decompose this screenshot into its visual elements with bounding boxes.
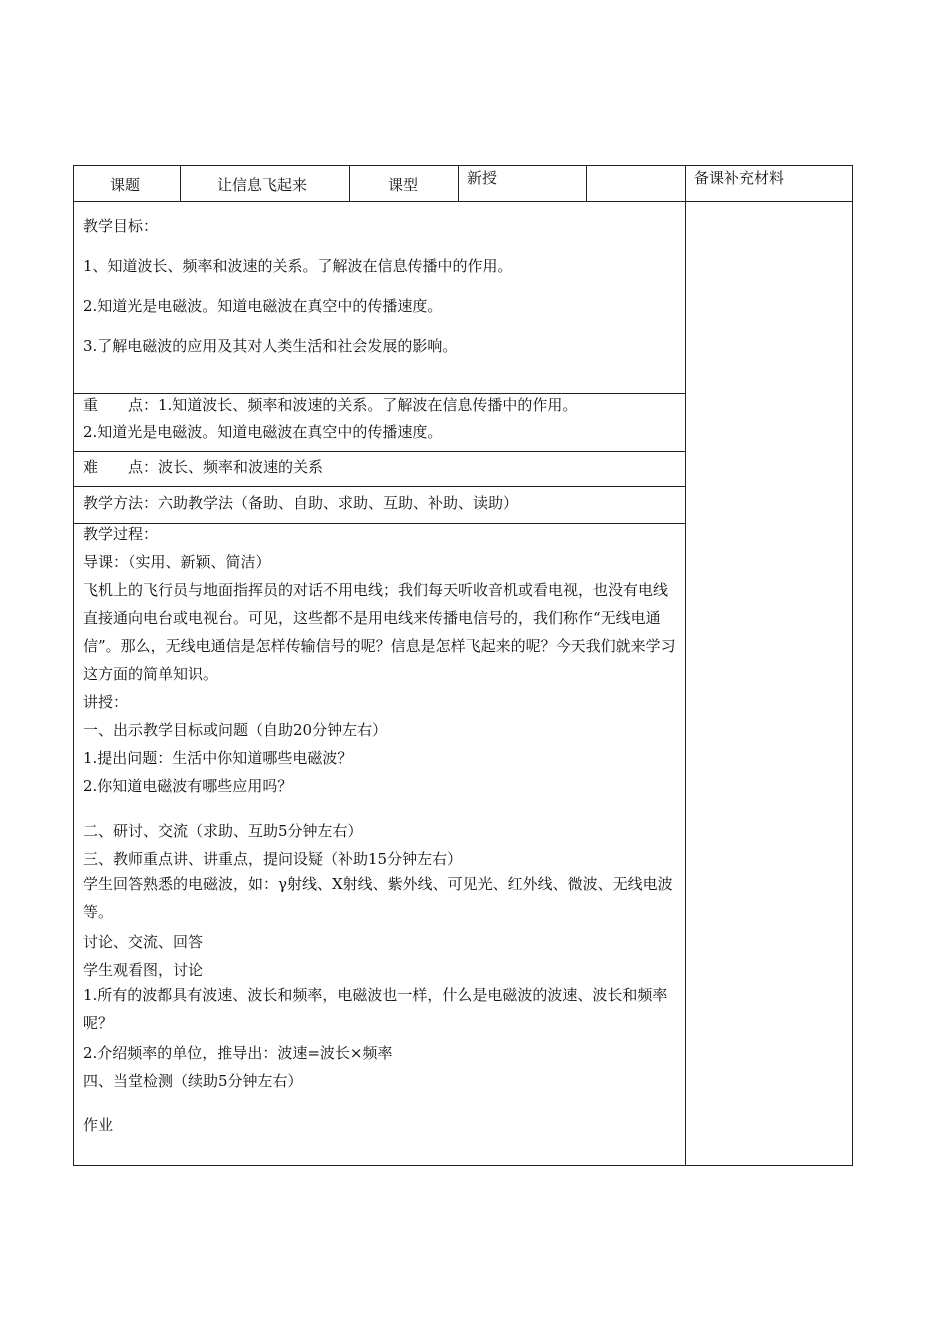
intro-label: 导课：（实用、新颖、简洁） bbox=[83, 553, 271, 571]
answer-paragraph: 学生回答熟悉的电磁波，如：γ射线、X射线、紫外线、可见光、红外线、微波、无线电波等。 bbox=[83, 875, 673, 921]
objectives-title: 教学目标： bbox=[83, 217, 159, 235]
process-title: 教学过程： bbox=[83, 525, 159, 543]
objective-item-1: 1、知道波长、频率和波速的关系。了解波在信息传播中的作用。 bbox=[83, 257, 513, 275]
question-2: 2.你知道电磁波有哪些应用吗？ bbox=[83, 777, 293, 795]
table-top-border bbox=[73, 165, 853, 166]
header-divider-3 bbox=[458, 165, 459, 201]
table-bottom-border bbox=[73, 1165, 853, 1166]
type-label: 课型 bbox=[388, 176, 419, 194]
question-1: 1.提出问题：生活中你知道哪些电磁波？ bbox=[83, 749, 353, 767]
difficulty-bottom-border bbox=[73, 486, 686, 487]
header-divider-1 bbox=[180, 165, 181, 201]
main-column-divider bbox=[685, 165, 686, 1166]
point-2: 2.介绍频率的单位，推导出：波速=波长×频率 bbox=[83, 1044, 393, 1062]
section-3: 三、教师重点讲、讲重点，提问设疑（补助15分钟左右） bbox=[83, 850, 463, 868]
topic-value: 让信息飞起来 bbox=[217, 176, 308, 194]
objective-item-2: 2.知道光是电磁波。知道电磁波在真空中的传播速度。 bbox=[83, 297, 443, 315]
key-points-line-1: 重 点：1.知道波长、频率和波速的关系。了解波在信息传播中的作用。 bbox=[83, 396, 578, 414]
extra-material-label: 备课补充材料 bbox=[694, 169, 785, 187]
table-left-border bbox=[73, 165, 74, 1166]
type-value: 新授 bbox=[467, 169, 498, 187]
header-divider-2 bbox=[349, 165, 350, 201]
section-2: 二、研讨、交流（求助、互助5分钟左右） bbox=[83, 822, 363, 840]
homework-label: 作业 bbox=[83, 1116, 114, 1134]
observe-line: 学生观看图，讨论 bbox=[83, 961, 204, 979]
point-1-paragraph: 1.所有的波都具有波速、波长和频率，电磁波也一样，什么是电磁波的波速、波长和频率呢？ bbox=[83, 986, 668, 1032]
key-points-line-2: 2.知道光是电磁波。知道电磁波在真空中的传播速度。 bbox=[83, 423, 443, 441]
difficulty: 难 点：波长、频率和波速的关系 bbox=[83, 458, 324, 476]
objective-item-3: 3.了解电磁波的应用及其对人类生活和社会发展的影响。 bbox=[83, 337, 458, 355]
table-right-border bbox=[852, 165, 853, 1166]
section-1: 一、出示教学目标或问题（自助20分钟左右） bbox=[83, 721, 388, 739]
teaching-method: 教学方法：六助教学法（备助、自助、求助、互助、补助、读助） bbox=[83, 494, 519, 512]
header-divider-4 bbox=[586, 165, 587, 201]
method-bottom-border bbox=[73, 523, 686, 524]
topic-label: 课题 bbox=[110, 176, 141, 194]
lecture-label: 讲授： bbox=[83, 693, 129, 711]
keypoints-bottom-border bbox=[73, 451, 686, 452]
discuss-line: 讨论、交流、回答 bbox=[83, 933, 204, 951]
header-bottom-border bbox=[73, 201, 853, 202]
intro-paragraph: 飞机上的飞行员与地面指挥员的对话不用电线；我们每天听收音机或看电视，也没有电线直接通向电台或电视台。可见，这些都不是用电线来传播电信号的，我们称作“无线电通信”。那么，无线电通信是怎样传输信号的呢？信息是怎样飞起来的呢？今天我们就来学习这方面的简单知识。 bbox=[83, 581, 676, 683]
section-4: 四、当堂检测（续助5分钟左右） bbox=[83, 1072, 303, 1090]
